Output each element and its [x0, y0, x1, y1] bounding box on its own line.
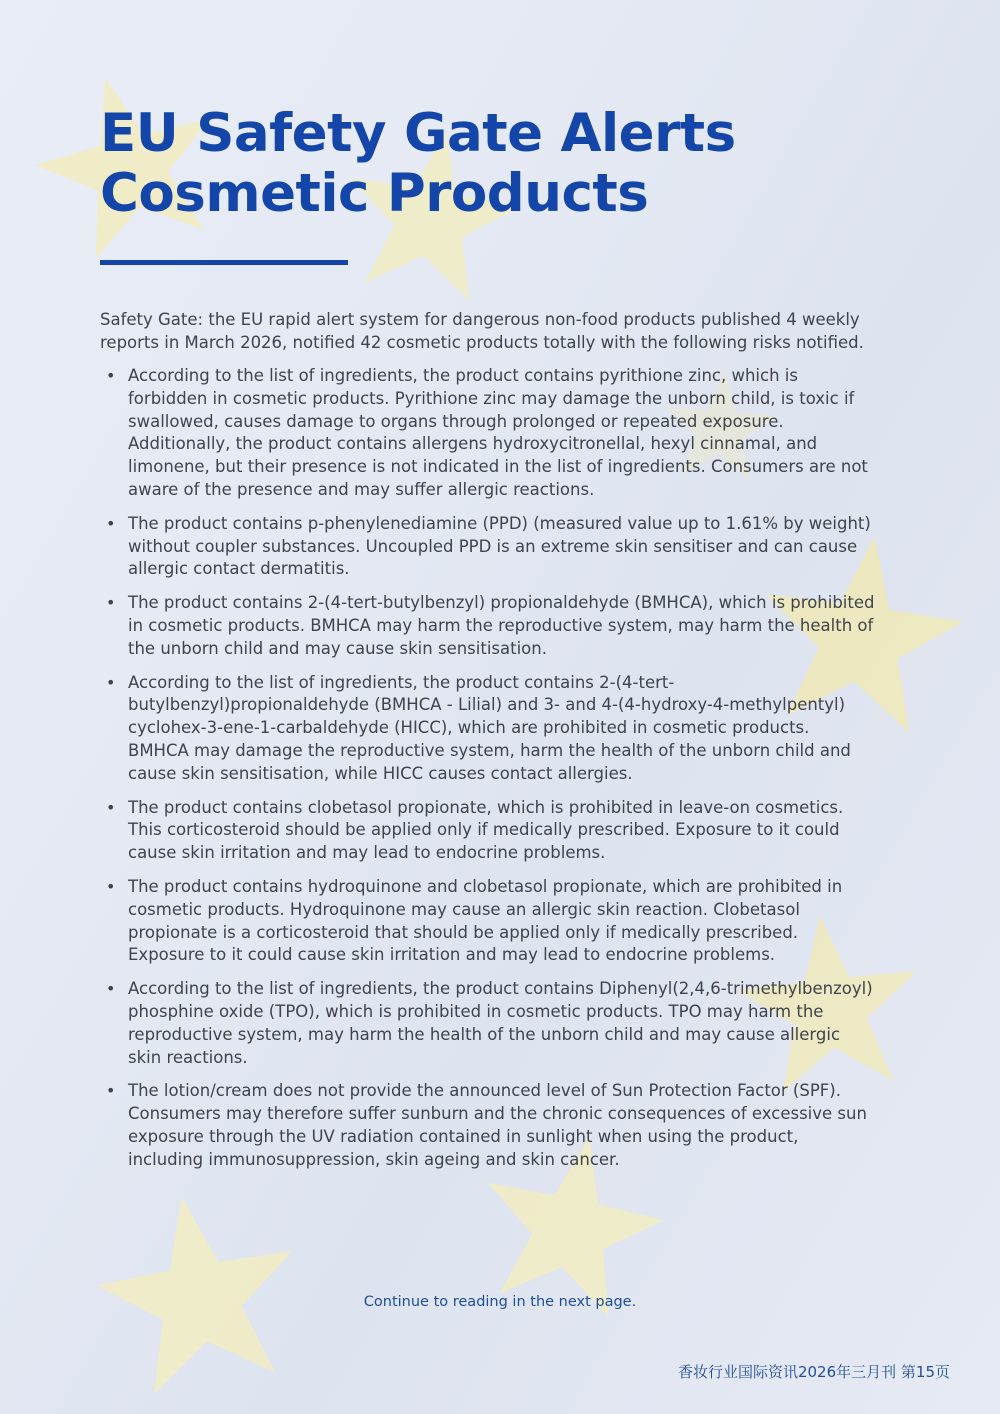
- bullet-icon: •: [106, 513, 116, 533]
- list-item-text: The product contains p-phenylenediamine (PPD) (measured value up to 1.61% by weight) without coupler substances. Uncoupled PPD is an extreme skin sensitiser and can cause allergic contact dermatitis.: [128, 513, 871, 579]
- bullet-icon: •: [106, 797, 116, 817]
- page-footer: 香妆行业国际资讯2026年三月刊 第15页: [677, 1363, 950, 1381]
- list-item: [100, 876, 875, 967]
- title-line-2: Cosmetic Products: [100, 163, 649, 224]
- title-line-1: EU Safety Gate Alerts: [100, 103, 736, 164]
- continue-note: Continue to reading in the next page.: [363, 1294, 637, 1310]
- list-item-text: The product contains hydroquinone and clobetasol propionate, which are prohibited in cosmetic products. Hydroquinone may cause an allergic skin reaction. Clobetasol propionate is a corticosteroid that should be applied only if medically prescribed. Exposure to it could cause skin irritation and may lead to endocrine problems.: [128, 876, 843, 965]
- list-item-text: The product contains 2-(4-tert-butylbenzyl) propionaldehyde (BMHCA), which is prohibited in cosmetic products. BMHCA may harm the reproductive system, may harm the health of the unborn child and may cause skin sensitisation.: [128, 593, 875, 658]
- list-item-text: The lotion/cream does not provide the announced level of Sun Protection Factor (SPF). Consumers may therefore suffer sunburn and the chronic consequences of excessive sun exposure through the UV radiation contained in sunlight when using the product, including immunosuppression, skin ageing and skin cancer.: [128, 1081, 867, 1169]
- list-item-text: According to the list of ingredients, the product contains Diphenyl(2,4,6-trimethylbenzoyl) phosphine oxide (TPO), which is prohibited in cosmetic products. TPO may harm the reproductive system, may harm the health of the unborn child and may cause allergic skin reactions.: [128, 979, 873, 1067]
- list-item: [100, 978, 875, 1069]
- list-item: [100, 592, 875, 660]
- bullet-icon: •: [106, 366, 116, 385]
- bullet-icon: •: [106, 876, 116, 896]
- bullet-icon: •: [106, 1081, 116, 1101]
- risk-list: [100, 365, 875, 1183]
- list-item: [100, 797, 875, 865]
- bullet-icon: •: [106, 979, 116, 999]
- bullet-icon: •: [106, 593, 116, 613]
- title-underline: [100, 260, 348, 265]
- intro-paragraph: Safety Gate: the EU rapid alert system for dangerous non-food products published 4 weekly reports in March 2026, notified 42 cosmetic products totally with the following risks notified.: [100, 310, 864, 352]
- list-item: [100, 1080, 875, 1171]
- list-item: [100, 365, 875, 502]
- list-item-text: According to the list of ingredients, the product contains 2-(4-tert-butylbenzyl)propionaldehyde (BMHCA - Lilial) and 3- and 4-(4-hydroxy-4-methylpentyl) cyclohex-3-ene-1-carbaldehyde (HICC), which are prohibited in cosmetic products. BMHCA may damage the reproductive system, harm the health of the unborn child and cause skin sensitisation, while HICC causes contact allergies.: [128, 672, 851, 783]
- bullet-icon: •: [106, 672, 116, 692]
- list-item: [100, 672, 875, 786]
- list-item-text: The product contains clobetasol propionate, which is prohibited in leave-on cosmetics. This corticosteroid should be applied only if medically prescribed. Exposure to it could cause skin irritation and may lead to endocrine problems.: [128, 797, 844, 863]
- page-title: [100, 104, 860, 224]
- list-item: [100, 513, 875, 581]
- list-item-text: According to the list of ingredients, the product contains pyrithione zinc, which is forbidden in cosmetic products. Pyrithione zinc may damage the unborn child, is toxic if swallowed, causes damage to organs through prolonged or repeated exposure. Additionally, the product contains allergens hydroxycitronellal, hexyl cinnamal, and limonene, but their presence is not indicated in the list of ingredients. Consumers are not aware of the presence and may suffer allergic reactions.: [128, 366, 868, 499]
